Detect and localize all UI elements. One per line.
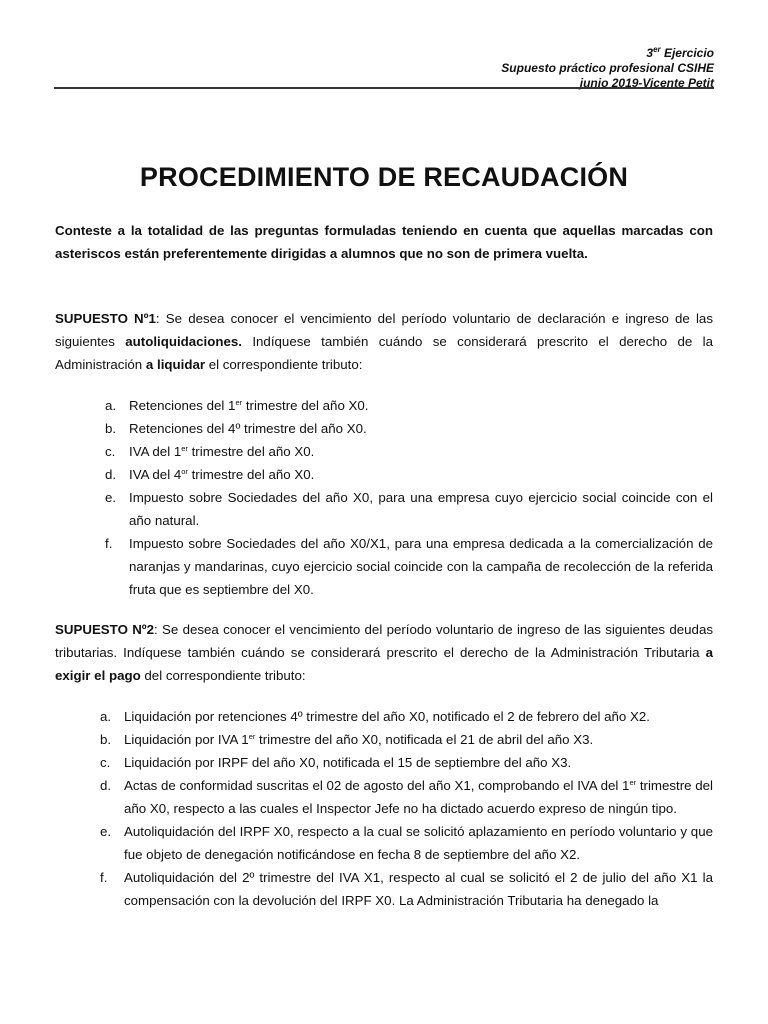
list-item-text: Autoliquidación del 2º trimestre del IVA X1, respecto al cual se solicitó el 2 de julio del año X1 la compensación con la devolución del IRPF X0. La Administración Tributaria ha denegado la xyxy=(124,870,713,908)
list-marker: a. xyxy=(105,398,117,413)
supuesto2-list xyxy=(100,705,713,912)
supuesto1-list xyxy=(105,394,713,601)
document-title: PROCEDIMIENTO DE RECAUDACIÓN xyxy=(139,162,629,192)
ordinal-suffix: er xyxy=(235,398,243,407)
header-course: Supuesto práctico profesional CSIHE xyxy=(501,61,714,75)
list-marker: c. xyxy=(100,755,111,770)
list-marker: e. xyxy=(105,490,117,505)
list-item-text: Retenciones del 4º trimestre del año X0. xyxy=(129,421,367,436)
list-marker: a. xyxy=(100,709,112,724)
list-marker: c. xyxy=(105,444,116,459)
header-exercise: 3er Ejercicio xyxy=(646,45,714,60)
list-item xyxy=(105,417,713,440)
list-item-text: Impuesto sobre Sociedades del año X0/X1, para una empresa dedicada a la comercialización de naranjas y mandarinas, cuyo ejercicio social coincide con la campaña de recolección de la referida fruta que es septiembre del X0. xyxy=(129,536,713,597)
list-item-text: IVA del 4 xyxy=(129,467,182,482)
list-item-text: Actas de conformidad suscritas el 02 de agosto del año X1, comprobando el IVA del 1 xyxy=(124,778,630,793)
list-item-text-cont: trimestre del año X0. xyxy=(187,444,315,459)
list-item xyxy=(105,463,713,486)
list-item xyxy=(105,440,713,463)
supuesto1-label: SUPUESTO Nº1 xyxy=(55,311,156,326)
header-date-author: junio 2019-Vicente Petit xyxy=(579,76,714,90)
list-marker: e. xyxy=(100,824,112,839)
document-header xyxy=(501,42,714,91)
list-item xyxy=(100,728,713,751)
list-item-text-cont: trimestre del año X0, notificada el 21 de abril del año X3. xyxy=(255,732,594,747)
ordinal-suffix: or xyxy=(181,467,188,476)
list-item-text-cont: trimestre del año X0, respecto a las cuales el Inspector Jefe no ha dictado acuerdo expreso de ningún tipo. xyxy=(124,778,713,816)
intro-paragraph: Conteste a la totalidad de las preguntas formuladas teniendo en cuenta que aquellas marcadas con asteriscos están preferentemente dirigidas a alumnos que no son de primera vuelta. xyxy=(55,223,713,261)
ordinal-suffix: er xyxy=(629,778,637,787)
list-item-text: IVA del 1 xyxy=(129,444,182,459)
supuesto2-statement: SUPUESTO Nº2: Se desea conocer el vencimiento del período voluntario de ingreso de las siguientes deudas tributarias. Indíquese también cuándo se considerará prescrito el derecho de la Administración Tributaria a exigir el pago del correspondiente tributo: xyxy=(55,622,713,683)
list-marker: f. xyxy=(100,870,108,885)
ordinal-suffix: er xyxy=(248,732,256,741)
list-item xyxy=(100,820,713,866)
supuesto2-label: SUPUESTO Nº2 xyxy=(55,622,155,637)
ordinal-suffix: er xyxy=(181,444,188,453)
list-item-text: Liquidación por IRPF del año X0, notificada el 15 de septiembre del año X3. xyxy=(124,755,572,770)
list-item xyxy=(100,751,713,774)
list-item xyxy=(105,486,713,532)
list-item xyxy=(105,532,713,601)
list-item-text-cont: trimestre del año X0. xyxy=(242,398,369,413)
list-marker: d. xyxy=(100,778,112,793)
list-item-text: Retenciones del 1 xyxy=(129,398,236,413)
list-item-text-cont: trimestre del año X0. xyxy=(187,467,315,482)
list-item-text: Liquidación por IVA 1 xyxy=(124,732,249,747)
list-item-text: Impuesto sobre Sociedades del año X0, para una empresa cuyo ejercicio social coincide con el año natural. xyxy=(129,490,713,528)
list-item xyxy=(100,774,713,820)
list-item xyxy=(100,866,713,912)
list-item xyxy=(105,394,713,417)
supuesto1-statement: SUPUESTO Nº1: Se desea conocer el vencimiento del período voluntario de declaración e ingreso de las siguientes autoliquidaciones. Indíquese también cuándo se considerará prescrito el derecho de la Administración a liquidar el correspondiente tributo: xyxy=(55,311,714,372)
list-marker: b. xyxy=(105,421,117,436)
list-marker: f. xyxy=(105,536,113,551)
list-marker: d. xyxy=(105,467,117,482)
list-item xyxy=(100,705,713,728)
header-divider xyxy=(54,87,714,89)
list-item-text: Liquidación por retenciones 4º trimestre del año X0, notificado el 2 de febrero del año X2. xyxy=(124,709,650,724)
list-marker: b. xyxy=(100,732,112,747)
list-item-text: Autoliquidación del IRPF X0, respecto a la cual se solicitó aplazamiento en período voluntario y que fue objeto de denegación notificándose en fecha 8 de septiembre del año X2. xyxy=(124,824,713,862)
